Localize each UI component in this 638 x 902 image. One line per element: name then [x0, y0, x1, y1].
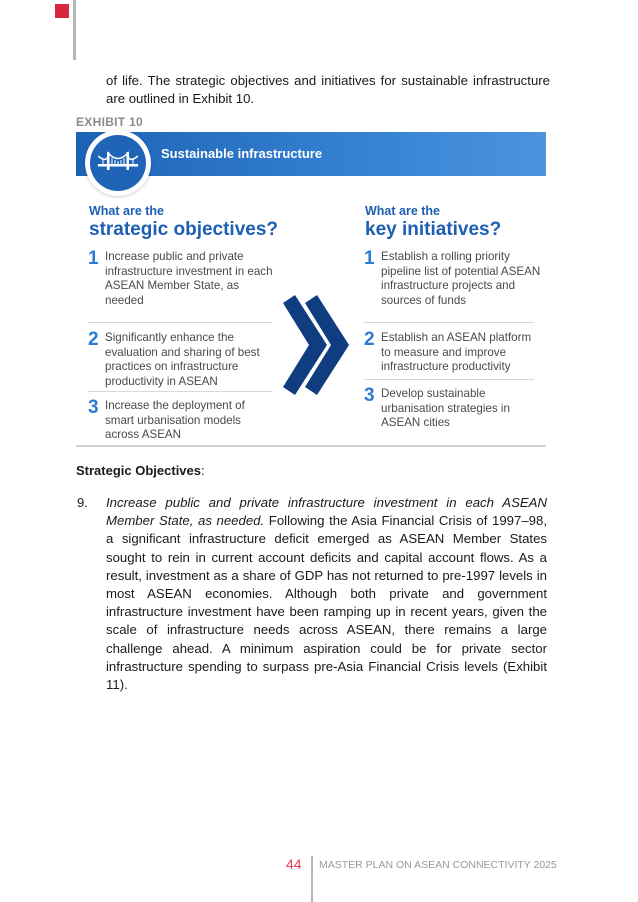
section-heading	[76, 463, 205, 478]
banner-title: Sustainable infrastructure	[161, 146, 323, 161]
initiatives-heading-line2: key initiatives?	[365, 219, 502, 240]
objective-text: Increase public and private infrastructure investment in each ASEAN Member State, as needed	[105, 250, 273, 307]
divider	[88, 322, 272, 323]
objective-text: Increase the deployment of smart urbanisation models across ASEAN	[105, 399, 245, 441]
objectives-heading-line1: What are the	[89, 204, 165, 218]
objective-number: 1	[88, 248, 99, 269]
initiative-number: 1	[364, 248, 375, 269]
objectives-heading-line2: strategic objectives?	[89, 219, 279, 240]
body-paragraph	[106, 494, 547, 694]
section-heading-colon: :	[201, 463, 205, 478]
divider	[364, 322, 534, 323]
page-number: 44	[286, 856, 302, 872]
intro-paragraph: of life. The strategic objectives and initiatives for sustainable infrastructure are outlined in Exhibit 10.	[106, 73, 550, 106]
initiative-text: Establish an ASEAN platform to measure and improve infrastructure productivity	[381, 331, 532, 373]
corner-marker	[55, 4, 69, 18]
divider	[88, 391, 272, 392]
objective-text: Significantly enhance the evaluation and sharing of best practices on infrastructure productivity in ASEAN	[105, 331, 260, 388]
bridge-icon	[98, 150, 138, 174]
header-rule	[73, 0, 76, 60]
initiative-text: Establish a rolling priority pipeline list of potential ASEAN infrastructure projects and sources of funds	[381, 250, 541, 307]
initiative-number: 2	[364, 329, 375, 350]
exhibit-bottom-rule	[76, 445, 546, 447]
paragraph-lead: Increase public and private infrastructure investment in each ASEAN Member State, as needed.	[106, 495, 547, 529]
objective-number: 2	[88, 329, 99, 350]
bridge-badge	[85, 130, 151, 196]
double-chevron-right-icon	[283, 295, 353, 395]
footer-rule	[311, 856, 313, 902]
initiative-number: 3	[364, 385, 375, 406]
objective-number: 3	[88, 397, 99, 418]
section-heading-text: Strategic Objectives	[76, 463, 201, 478]
paragraph-body: Following the Asia Financial Crisis of 1997–98, a significant infrastructure deficit emerged as ASEAN Member States sought to rein in current account deficits and capital account flows. As a result, investment as a share of GDP has not returned to pre-1997 levels in most ASEAN economies. Although both private and government infrastructure investment have been ramping up in recent years, given the scale of infrastructure needs across ASEAN, there remains a large challenge ahead. A minimum aspiration could be for private sector infrastructure spending to surpass pre-Asia Financial Crisis levels (Exhibit 11).	[106, 513, 547, 693]
initiatives-heading-line1: What are the	[365, 204, 441, 218]
exhibit-label: EXHIBIT 10	[76, 115, 144, 129]
footer-title: MASTER PLAN ON ASEAN CONNECTIVITY 2025	[319, 859, 557, 871]
paragraph-number: 9.	[77, 495, 88, 510]
divider	[364, 379, 534, 380]
initiative-text: Develop sustainable urbanisation strategies in ASEAN cities	[381, 387, 510, 429]
